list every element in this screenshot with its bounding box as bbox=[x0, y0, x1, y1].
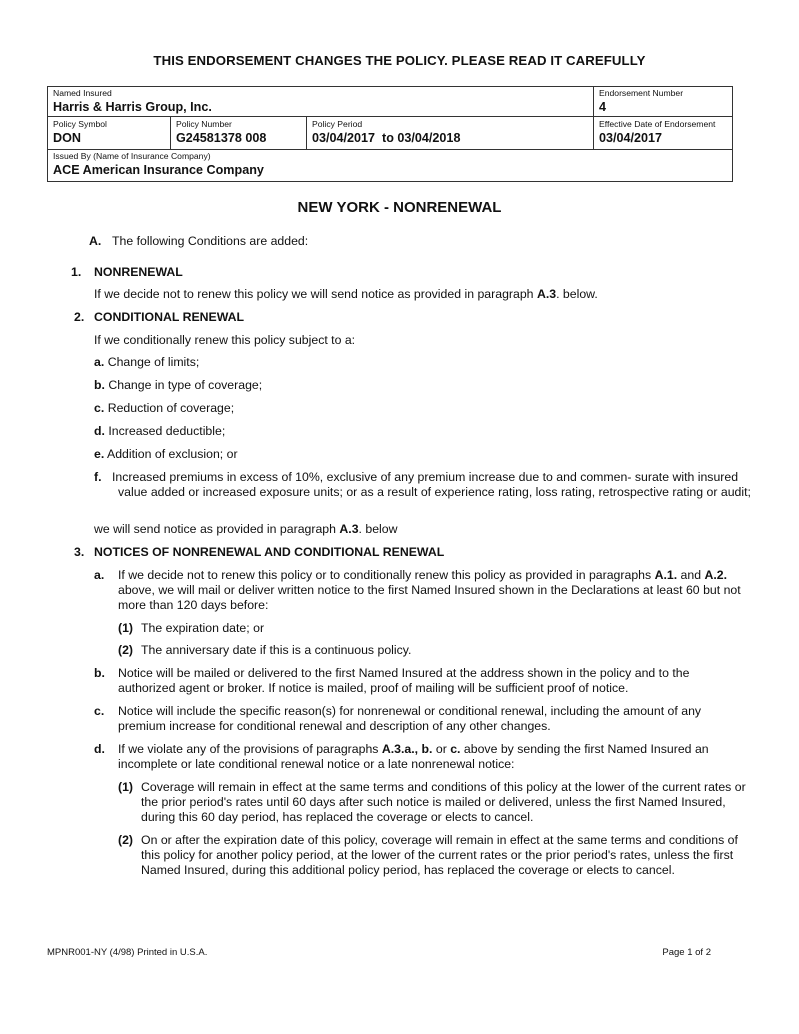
list-item: b. Change in type of coverage; bbox=[94, 378, 263, 392]
form-title: NEW YORK - NONRENEWAL bbox=[297, 199, 502, 216]
s1-text: If we decide not to renew this policy we will send notice as provided in paragraph A.3. below. bbox=[94, 287, 598, 301]
policy-symbol-cell bbox=[53, 119, 107, 146]
s1-heading: NONRENEWAL bbox=[94, 265, 183, 279]
s3-heading: NOTICES OF NONRENEWAL AND CONDITIONAL RENEWAL bbox=[94, 545, 445, 559]
s3a-label: a. bbox=[94, 568, 105, 582]
policy-info-box bbox=[47, 86, 733, 182]
s3d2-label: (2) bbox=[118, 833, 134, 847]
endorsement-header: THIS ENDORSEMENT CHANGES THE POLICY. PLEASE READ IT CAREFULLY bbox=[153, 53, 646, 68]
s2-intro: If we conditionally renew this policy subject to a: bbox=[94, 333, 356, 347]
endorsement-number-cell bbox=[599, 88, 683, 115]
named-insured-cell bbox=[53, 88, 212, 115]
form-number: MPNR001-NY (4/98) Printed in U.S.A. bbox=[47, 947, 208, 958]
policy-number-cell bbox=[176, 119, 266, 146]
s3c-label: c. bbox=[94, 704, 105, 718]
s2-label: 2. bbox=[74, 310, 85, 324]
policy-period-cell bbox=[312, 119, 460, 146]
list-item: a. Change of limits; bbox=[94, 355, 200, 369]
s3a2-text: The anniversary date if this is a continuous policy. bbox=[141, 643, 412, 657]
page-number: Page 1 of 2 bbox=[662, 947, 711, 958]
list-item: d. Increased deductible; bbox=[94, 424, 226, 438]
endorsement-number-value: 4 bbox=[599, 100, 607, 114]
list-item: Increased premiums in excess of 10%, exclusive of any premium increase due to and commen- surate with insured value added or increased exposure units; or as a result of experience rating, loss rating, retrospective rating or audit; bbox=[112, 470, 751, 500]
s3-label: 3. bbox=[74, 545, 85, 559]
s3d1-text: Coverage will remain in effect at the same terms and conditions of this policy at the lower of the current rates or the prior period's rates until 60 days after such notice is mailed or delivered, unless the first Named Insured, during this 60 day period, has replaced the coverage or elects to cancel. bbox=[141, 780, 746, 825]
policy-period-value: 03/04/2017 to 03/04/2018 bbox=[312, 131, 461, 145]
list-item: c. Reduction of coverage; bbox=[94, 401, 235, 415]
section-a-text: The following Conditions are added: bbox=[112, 234, 309, 248]
issued-by-label: Issued By (Name of Insurance Company) bbox=[53, 151, 211, 161]
s1-label: 1. bbox=[71, 265, 82, 279]
effective-date-value: 03/04/2017 bbox=[599, 131, 663, 145]
s3a-text: If we decide not to renew this policy or to conditionally renew this policy as provided in paragraphs A.1. and A.2. above, we will mail or deliver written notice to the first Named Insured shown in the Declarations at least 60 but not more than 120 days before: bbox=[118, 568, 741, 613]
policy-symbol-label: Policy Symbol bbox=[53, 119, 107, 129]
effective-date-label: Effective Date of Endorsement bbox=[599, 119, 716, 129]
issued-by-cell bbox=[53, 151, 264, 178]
named-insured-label: Named Insured bbox=[53, 88, 112, 98]
s2-heading: CONDITIONAL RENEWAL bbox=[94, 310, 245, 324]
s2-outro: we will send notice as provided in paragraph A.3. below bbox=[94, 522, 398, 536]
policy-period-label: Policy Period bbox=[312, 119, 363, 129]
policy-number-label: Policy Number bbox=[176, 119, 232, 129]
policy-symbol-value: DON bbox=[53, 131, 81, 145]
section-a-label: A. bbox=[89, 234, 102, 248]
s3d1-label: (1) bbox=[118, 780, 134, 794]
s3a1-label: (1) bbox=[118, 621, 134, 635]
s3c-text: Notice will include the specific reason(s) for nonrenewal or conditional renewal, including the amount of any premium increase for conditional renewal and description of any other changes. bbox=[118, 704, 702, 734]
issued-by-value: ACE American Insurance Company bbox=[53, 163, 264, 177]
s3d-label: d. bbox=[94, 742, 105, 756]
s3a1-text: The expiration date; or bbox=[141, 621, 265, 635]
s3b-label: b. bbox=[94, 666, 105, 680]
list-item-label: f. bbox=[94, 470, 102, 484]
s3b-text: Notice will be mailed or delivered to the first Named Insured at the address shown in the policy and to the authorized agent or broker. If notice is mailed, proof of mailing will be sufficient proof of notice. bbox=[118, 666, 690, 696]
s3a2-label: (2) bbox=[118, 643, 134, 657]
list-item: e. Addition of exclusion; or bbox=[94, 447, 238, 461]
s3d-text: If we violate any of the provisions of paragraphs A.3.a., b. or c. above by sending the first Named Insured an incomplete or late conditional renewal notice or a late nonrenewal notice: bbox=[118, 742, 709, 772]
effective-date-cell bbox=[599, 119, 715, 146]
named-insured-value: Harris & Harris Group, Inc. bbox=[53, 100, 212, 114]
s3d2-text: On or after the expiration date of this policy, coverage will remain in effect at the same terms and conditions of this policy for another policy period, at the lower of the current rates or the prior period's rates, unless the first Named Insured, during this additional policy period, has replaced the coverage or elects to cancel. bbox=[141, 833, 738, 878]
policy-number-value: G24581378 008 bbox=[176, 131, 267, 145]
endorsement-number-label: Endorsement Number bbox=[599, 88, 684, 98]
